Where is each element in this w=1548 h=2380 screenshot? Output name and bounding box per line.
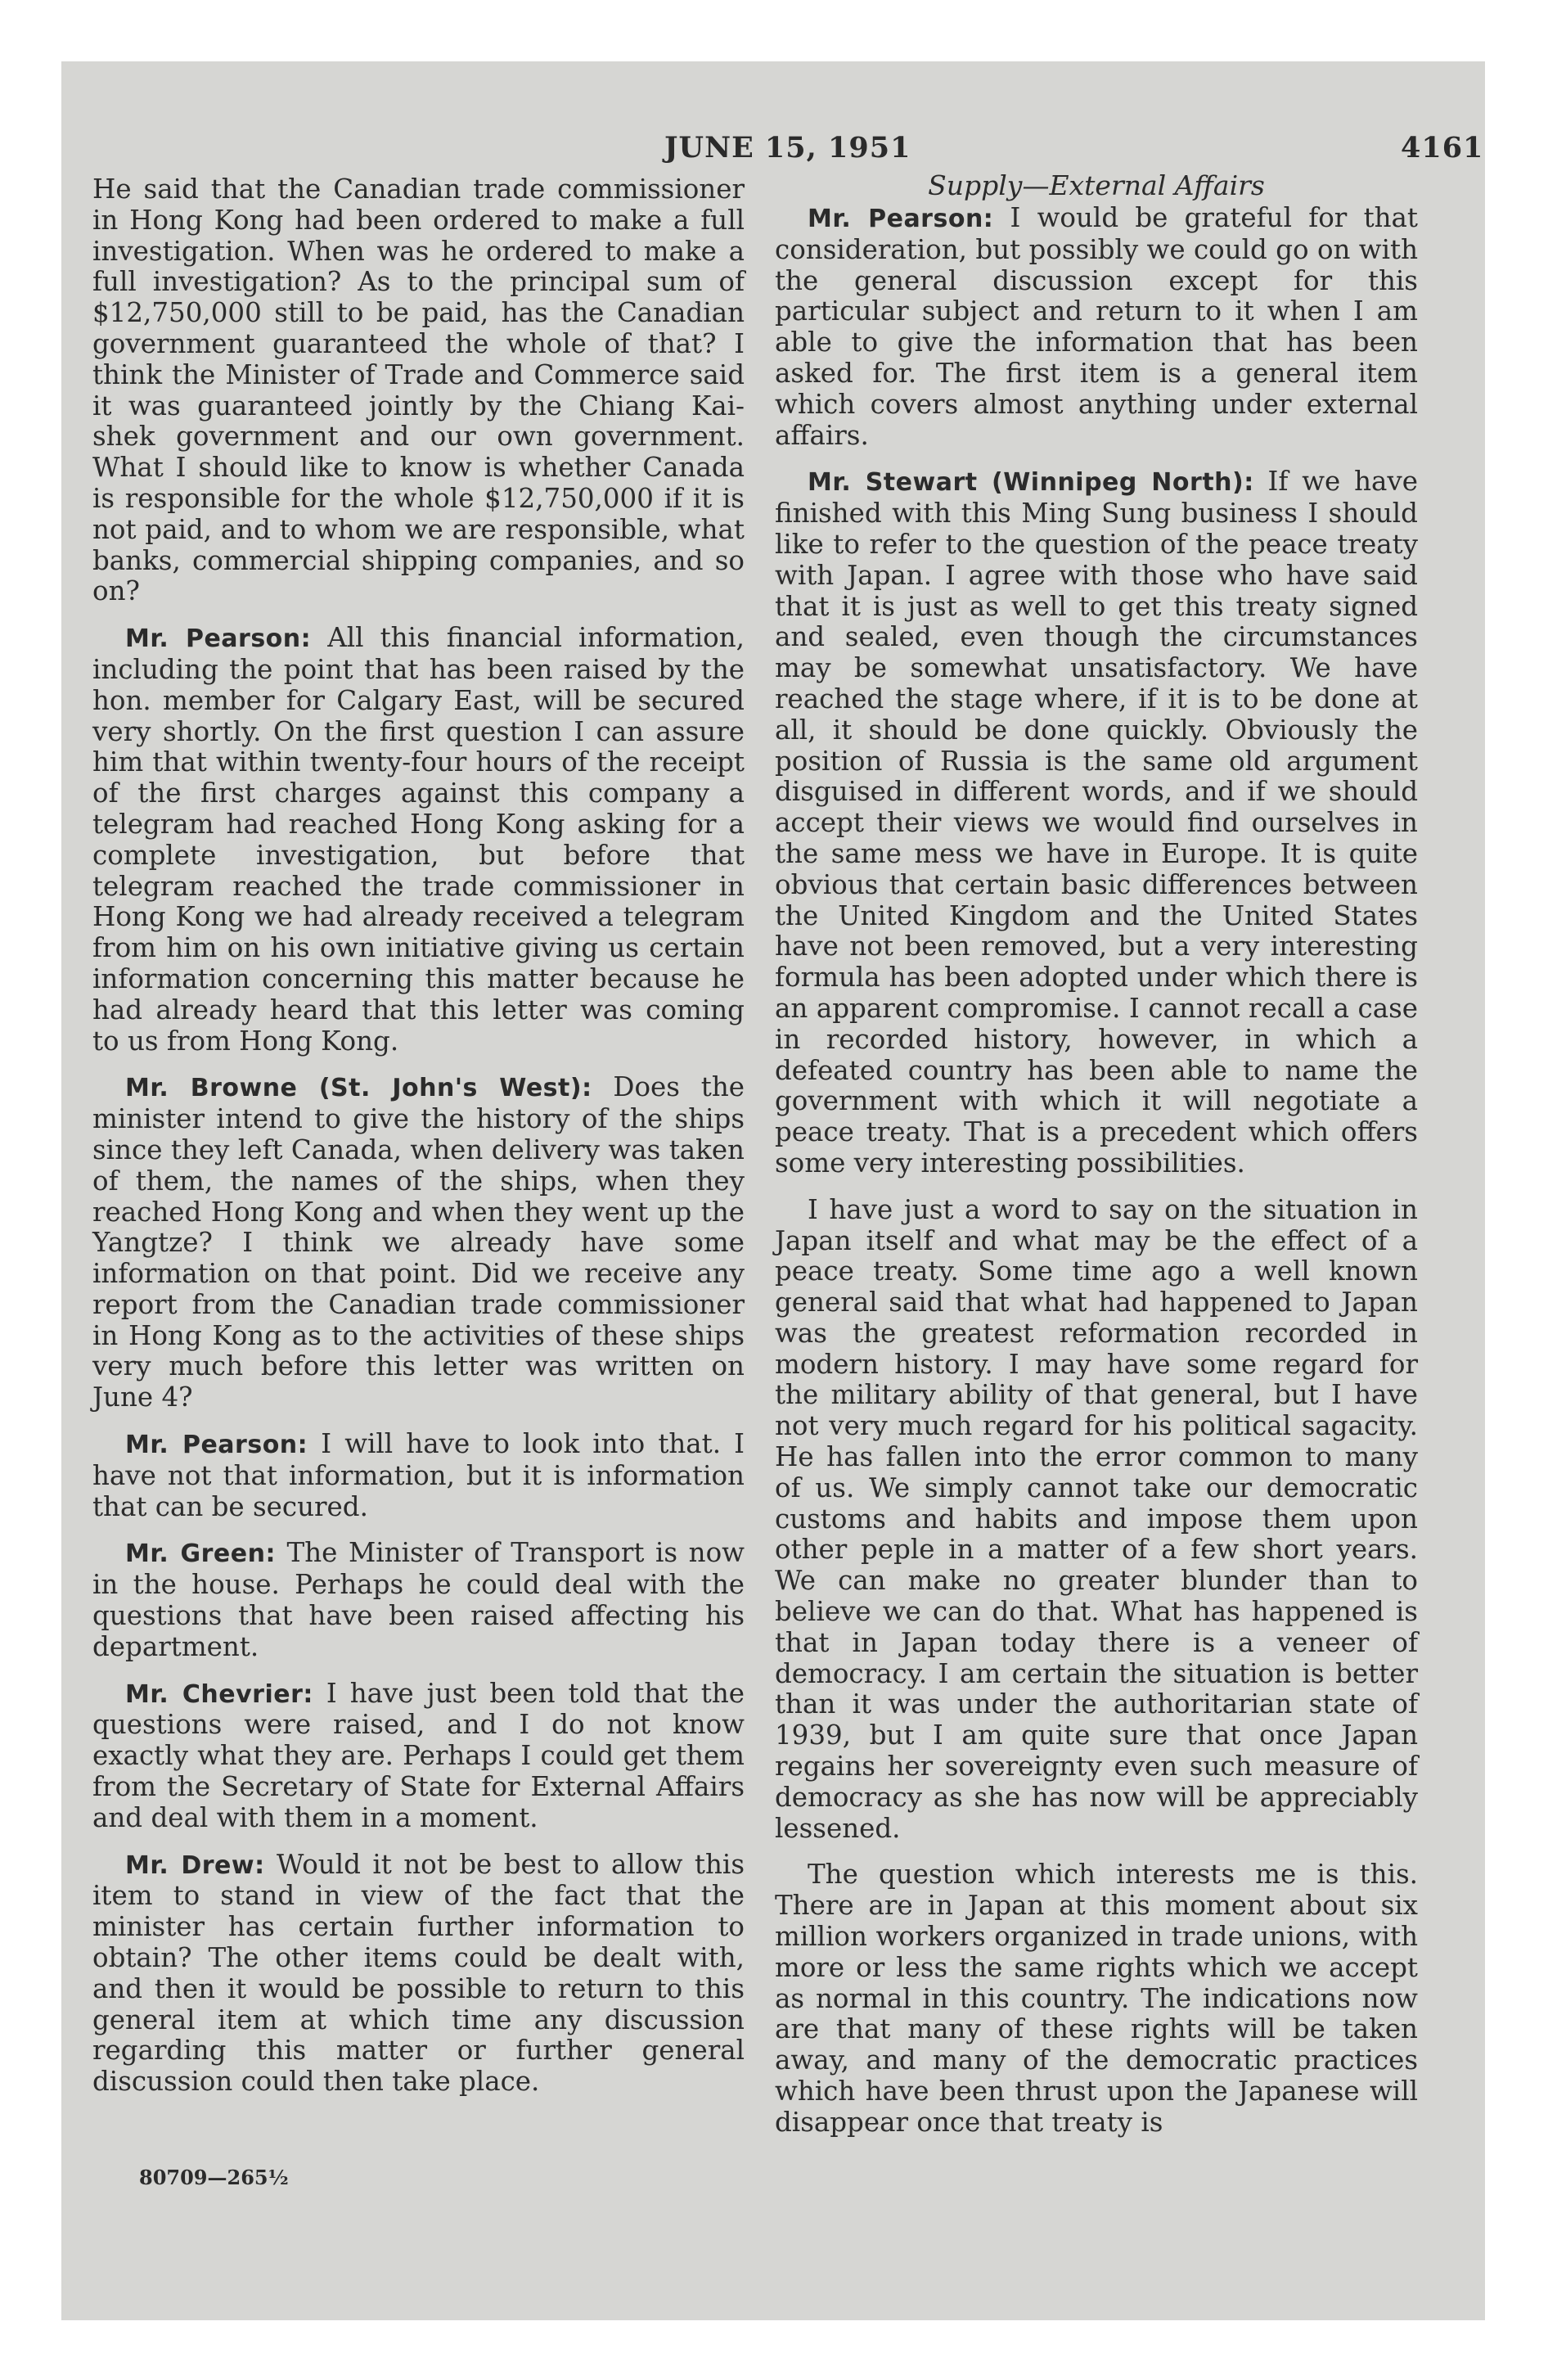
paragraph-text: The question which interests me is this. There are in Japan at this moment about six million workers organized in trade unions, with more or less the same rights which we accept as normal in this country. The indications now are that many of these rights will be taken away, and many of the democratic practices which have been thrust upon the Japanese will disappear once that treaty is [775, 1859, 1418, 2138]
paragraph [92, 1429, 745, 1522]
paragraph [775, 1859, 1418, 2138]
paragraph [775, 467, 1418, 1179]
speaker-name: Mr. Stewart (Winnipeg North): [808, 468, 1254, 498]
speaker-name: Mr. Pearson: [125, 1431, 308, 1460]
speaker-name: Mr. Pearson: [125, 624, 312, 654]
right-column [775, 170, 1418, 2154]
left-column [92, 174, 745, 2113]
paragraph-text: All this financial information, including the point that has been raised by the hon. member for Calgary East, will be secured very shortly. On the first question I can assure him that within twenty-four hours of the receipt of the first charges against this company a telegram had reached Hong Kong asking for a complete investigation, but before that telegram reached the trade commissioner in Hong Kong we had already received a telegram from him on his own initiative giving us certain information concerning this matter because he had already heard that this letter was coming to us from Hong Kong. [92, 622, 745, 1057]
paragraph-text: If we have finished with this Ming Sung business I should like to refer to the question of the peace treaty with Japan. I agree with those who have said that it is just as well to get this treaty signed and sealed, even though the circumstances may be somewhat unsatisfactory. We have reached the stage where, if it is to be done at all, it should be done quickly. Obviously the position of Russia is the same old argument disguised in different words, and if we should accept their views we would find ourselves in the same mess we have in Europe. It is quite obvious that certain basic differences between the United Kingdom and the United States have not been removed, but a very interesting formula has been adopted under which there is an apparent compromise. I cannot recall a case in recorded history, however, in which a defeated country has been able to name the government with which it will negotiate a peace treaty. That is a precedent which offers some very interesting possibilities. [775, 466, 1418, 1179]
paragraph [775, 203, 1418, 451]
footer-code: 80709—265½ [139, 2166, 289, 2189]
speaker-name: Mr. Chevrier: [125, 1679, 313, 1709]
speaker-name: Mr. Green: [125, 1539, 276, 1569]
paragraph-text: I have just been told that the questions were raised, and I do not know exactly what they are. Perhaps I could get them from the Secretary of State for External Affairs and deal with them in a moment. [92, 1677, 745, 1833]
paragraph-text: I will have to look into that. I have not that information, but it is information that can be secured. [92, 1428, 745, 1522]
paragraph [92, 1679, 745, 1834]
paragraph [775, 1195, 1418, 1845]
paragraph [92, 1850, 745, 2098]
paragraph-text: Would it not be best to allow this item to stand in view of the fact that the minister has certain further information to obtain? The other items could be dealt with, and then it would be possible to return to this general item at which time any discussion regarding this matter or further general discussion could then take place. [92, 1848, 745, 2098]
paragraph-text: The Minister of Transport is now in the house. Perhaps he could deal with the questions that have been raised affecting his department. [92, 1537, 745, 1662]
paragraph-text: He said that the Canadian trade commissioner in Hong Kong had been ordered to make a full investigation. When was he ordered to make a full investigation? As to the principal sum of $12,750,000 still to be paid, has the Canadian government guaranteed the whole of that? I think the Minister of Trade and Commerce said it was guaranteed jointly by the Chiang Kai-shek government and our own government. What I should like to know is whether Canada is responsible for the whole $12,750,000 if it is not paid, and to whom we are responsible, what banks, commercial shipping companies, and so on? [92, 174, 745, 607]
paragraph-text: Does the minister intend to give the history of the ships since they left Canada, when delivery was taken of them, the names of the ships, when they reached Hong Kong and when they went up the Yangtze? I think we already have some information on that point. Did we receive any report from the Canadian trade commissioner in Hong Kong as to the activities of these ships very much before this letter was written on June 4? [92, 1071, 745, 1413]
speaker-name: Mr. Drew: [125, 1850, 265, 1880]
paragraph-text: I would be grateful for that consideration, but possibly we could go on with the general discussion except for this particular subject and return to it when I am able to give the information that has been asked for. The first item is a general item which covers almost anything under external affairs. [775, 202, 1418, 451]
speaker-name: Mr. Pearson: [808, 205, 994, 233]
paragraph [92, 1538, 745, 1662]
paragraph-text: I have just a word to say on the situation in Japan itself and what may be the effect of a peace treaty. Some time ago a well known general said that what had happened to Japan was the greatest reformation recorded in modern history. I may have some regard for the military ability of that general, but I have not very much regard for his political sagacity. He has fallen into the error common to many of us. We simply cannot take our democratic customs and habits and impose them upon other peple in a matter of a few short years. We can make no greater blunder than to believe we can do that. What has happened is that in Japan today there is a veneer of democracy. I am certain the situation is better than it was under the authoritarian state of 1939, but I am quite sure that once Japan regains her sovereignty even such measure of democracy as she has now will be appreciably lessened. [775, 1193, 1418, 1844]
header-date: JUNE 15, 1951 [664, 131, 911, 165]
speaker-name: Mr. Browne (St. John's West): [125, 1074, 592, 1103]
paragraph [92, 623, 745, 1057]
section-title: Supply—External Affairs [928, 169, 1265, 201]
paragraph [92, 1072, 745, 1413]
paragraph [92, 174, 745, 607]
page-number: 4161 [1401, 131, 1484, 165]
